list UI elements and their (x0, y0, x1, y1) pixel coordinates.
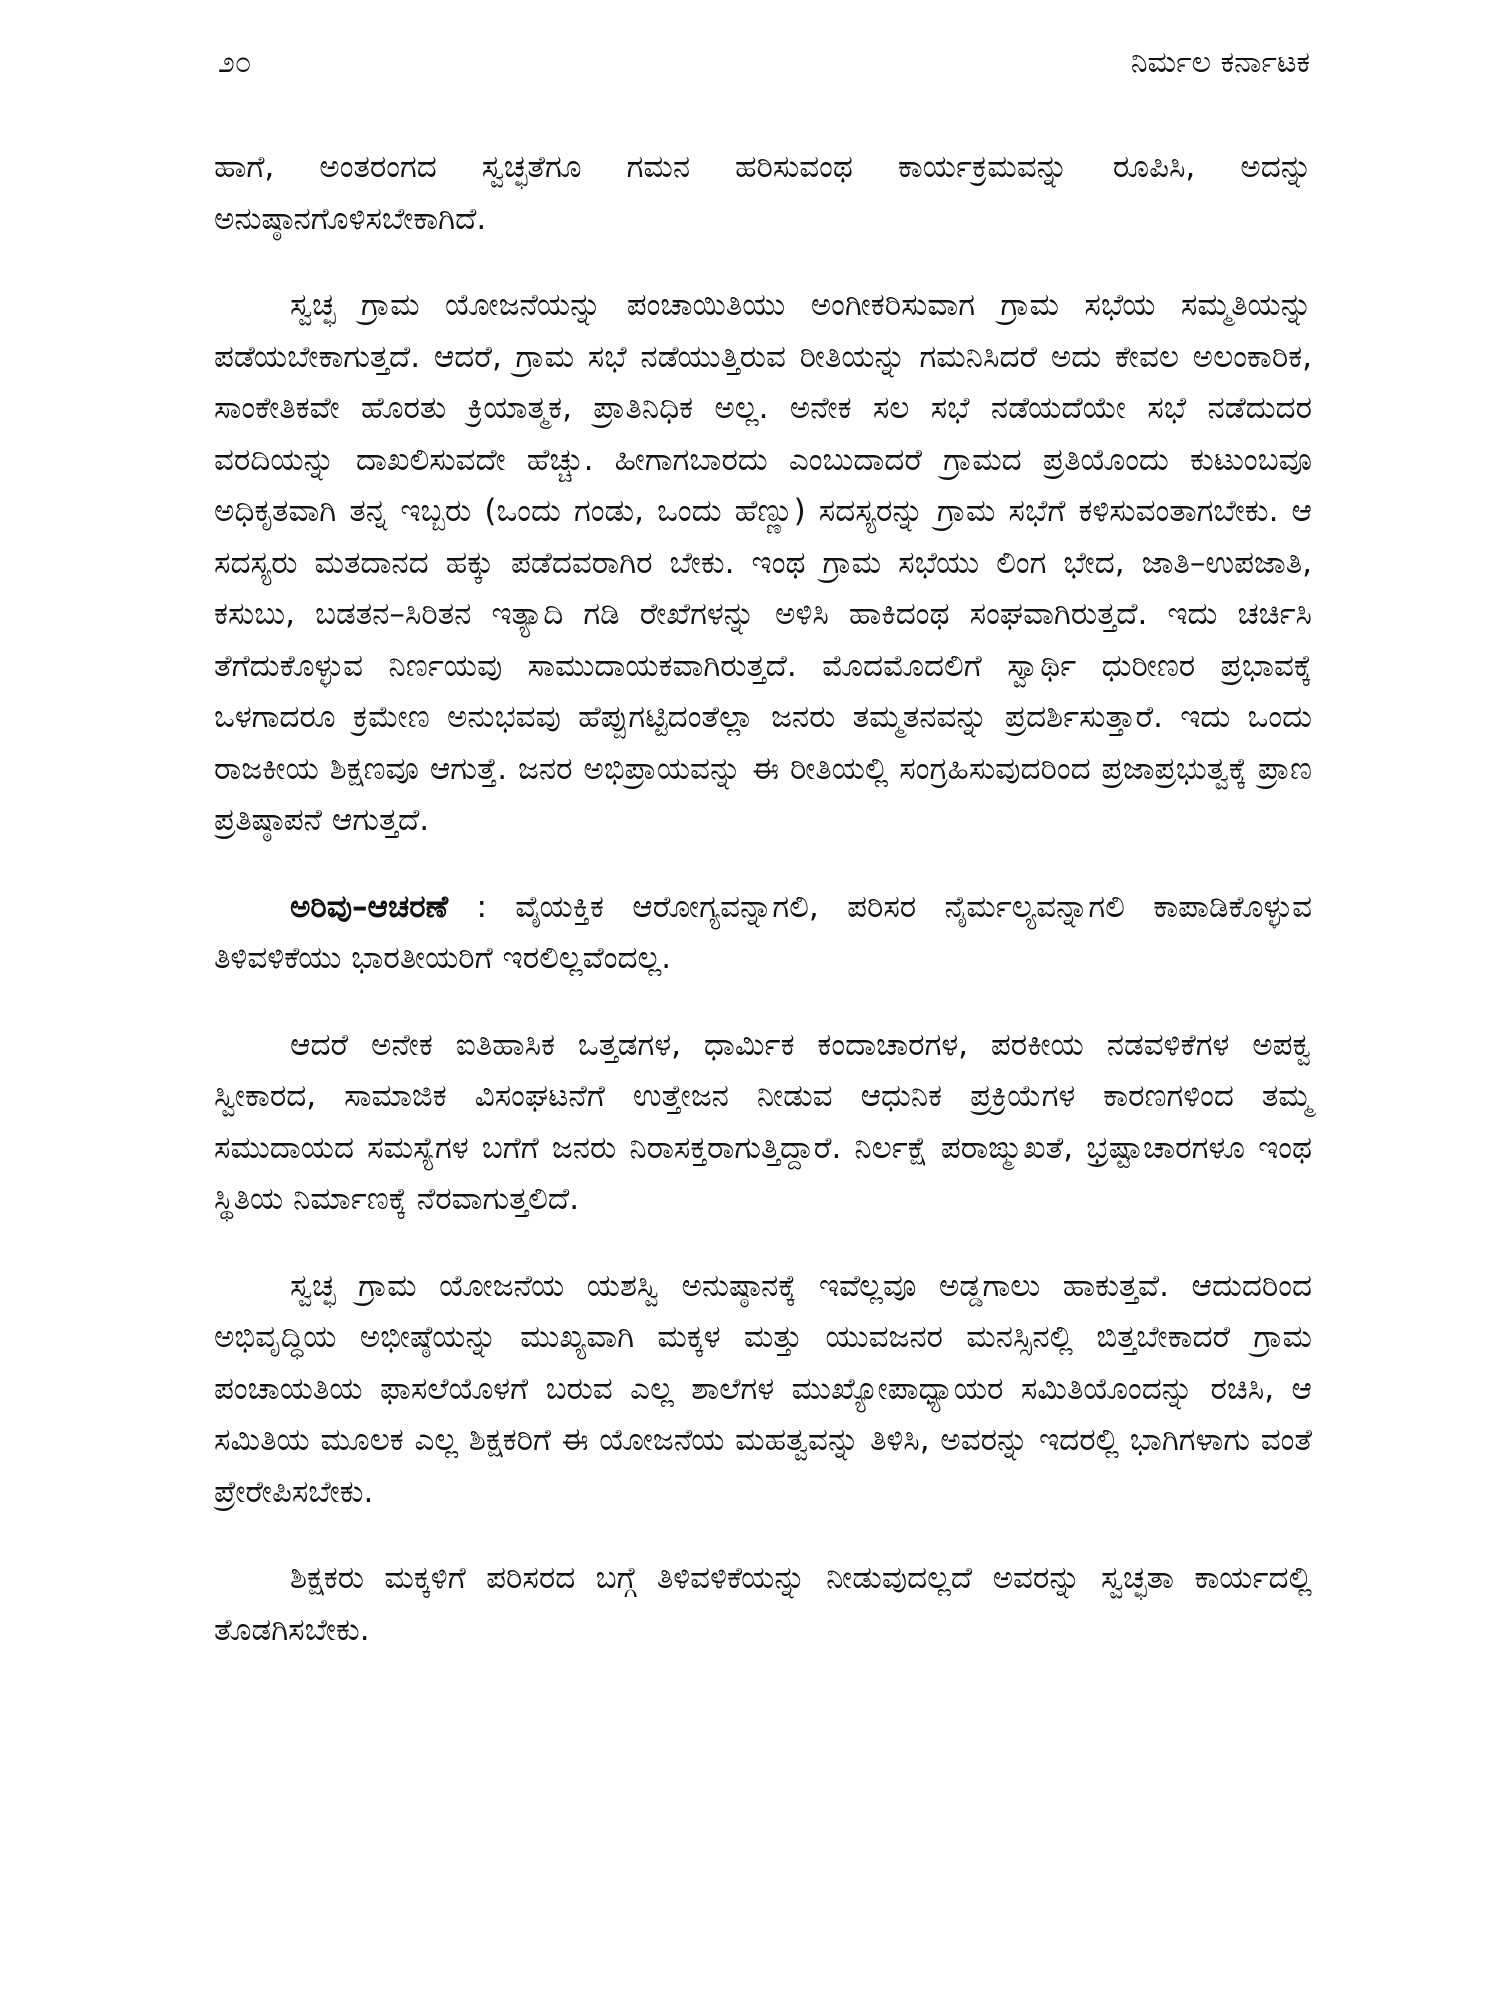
paragraph-teachers: ಶಿಕ್ಷಕರು ಮಕ್ಕಳಿಗೆ ಪರಿಸರದ ಬಗ್ಗೆ ತಿಳಿವಳಿಕೆಯನ್ನು ನೀಡುವುದಲ್ಲದೆ ಅವರನ್ನು ಸ್ವಚ್ಛತಾ ಕಾರ್ಯದಲ್ಲಿ ತೊಡಗಿಸಬೇಕು. (214, 1560, 1312, 1648)
paragraph-gram-sabha: ಸ್ವಚ್ಛ ಗ್ರಾಮ ಯೋಜನೆಯನ್ನು ಪಂಚಾಯಿತಿಯು ಅಂಗೀಕರಿಸುವಾಗ ಗ್ರಾಮ ಸಭೆಯ ಸಮ್ಮತಿಯನ್ನು ಪಡೆಯಬೇಕಾಗುತ್ತದೆ. ಆದರೆ, ಗ್ರಾಮ ಸಭೆ ನಡೆಯುತ್ತಿರುವ ರೀತಿಯನ್ನು ಗಮನಿಸಿದರೆ ಅದು ಕೇವಲ ಅಲಂಕಾರಿಕ, ಸಾಂಕೇತಿಕವೇ ಹೊರತು ಕ್ರಿಯಾತ್ಮಕ, ಪ್ರಾತಿನಿಧಿಕ ಅಲ್ಲ. ಅನೇಕ ಸಲ ಸಭೆ ನಡೆಯದೆಯೇ ಸಭೆ ನಡೆದುದರ ವರದಿಯನ್ನು ದಾಖಲಿಸುವದೇ ಹೆಚ್ಚು. ಹೀಗಾಗಬಾರದು ಎಂಬುದಾದರೆ ಗ್ರಾಮದ ಪ್ರತಿಯೊಂದು ಕುಟುಂಬವೂ ಅಧಿಕೃತವಾಗಿ ತನ್ನ ಇಬ್ಬರು (ಒಂದು ಗಂಡು, ಒಂದು ಹೆಣ್ಣು) ಸದಸ್ಯರನ್ನು ಗ್ರಾಮ ಸಭೆಗೆ ಕಳಿಸುವಂತಾಗಬೇಕು. ಆ ಸದಸ್ಯರು ಮತದಾನದ ಹಕ್ಕು ಪಡೆದವರಾಗಿರ ಬೇಕು. ಇಂಥ ಗ್ರಾಮ ಸಭೆಯು ಲಿಂಗ ಭೇದ, ಜಾತಿ–ಉಪಜಾತಿ, ಕಸುಬು, ಬಡತನ–ಸಿರಿತನ ಇತ್ಯಾದಿ ಗಡಿ ರೇಖೆಗಳನ್ನು ಅಳಿಸಿ ಹಾಕಿದಂಥ ಸಂಘವಾಗಿರುತ್ತದೆ. ಇದು ಚರ್ಚಿಸಿ ತೆಗೆದುಕೊಳ್ಳುವ ನಿರ್ಣಯವು ಸಾಮುದಾಯಕವಾಗಿರುತ್ತದೆ. ಮೊದಮೊದಲಿಗೆ ಸ್ವಾರ್ಥಿ ಧುರೀಣರ ಪ್ರಭಾವಕ್ಕೆ ಒಳಗಾದರೂ ಕ್ರಮೇಣ ಅನುಭವವು ಹೆಪ್ಪುಗಟ್ಟಿದಂತೆಲ್ಲಾ ಜನರು ತಮ್ಮತನವನ್ನು ಪ್ರದರ್ಶಿಸುತ್ತಾರೆ. ಇದು ಒಂದು ರಾಜಕೀಯ ಶಿಕ್ಷಣವೂ ಆಗುತ್ತೆ. ಜನರ ಅಭಿಪ್ರಾಯವನ್ನು ಈ ರೀತಿಯಲ್ಲಿ ಸಂಗ್ರಹಿಸುವುದರಿಂದ ಪ್ರಜಾಪ್ರಭುತ್ವಕ್ಕೆ ಪ್ರಾಣ ಪ್ರತಿಷ್ಠಾಪನೆ ಆಗುತ್ತದೆ. (214, 287, 1312, 838)
page-number: ೨೦ (218, 45, 252, 80)
section-awareness-practice (214, 882, 1312, 985)
section-text: ವೈಯಕ್ತಿಕ ಆರೋಗ್ಯವನ್ನಾಗಲಿ, ಪರಿಸರ ನೈರ್ಮಲ್ಯವನ್ನಾಗಲಿ ಕಾಪಾಡಿಕೊಳ್ಳುವ ತಿಳಿವಳಿಕೆಯು ಭಾರತೀಯರಿಗೆ ಇರಲಿಲ್ಲವೆಂದಲ್ಲ. (214, 888, 1312, 976)
section-separator: : (448, 888, 516, 925)
running-title: ನಿರ್ಮಲ ಕರ್ನಾಟಕ (1130, 45, 1310, 80)
paragraph-school-committee: ಸ್ವಚ್ಛ ಗ್ರಾಮ ಯೋಜನೆಯ ಯಶಸ್ವಿ ಅನುಷ್ಠಾನಕ್ಕೆ ಇವೆಲ್ಲವೂ ಅಡ್ಡಗಾಲು ಹಾಕುತ್ತವೆ. ಆದುದರಿಂದ ಅಭಿವೃದ್ಧಿಯ ಅಭೀಷ್ಠೆಯನ್ನು ಮುಖ್ಯವಾಗಿ ಮಕ್ಕಳ ಮತ್ತು ಯುವಜನರ ಮನಸ್ಸಿನಲ್ಲಿ ಬಿತ್ತಬೇಕಾದರೆ ಗ್ರಾಮ ಪಂಚಾಯತಿಯ ಫಾಸಲೆಯೊಳಗೆ ಬರುವ ಎಲ್ಲ ಶಾಲೆಗಳ ಮುಖ್ಯೋಪಾಧ್ಯಾಯರ ಸಮಿತಿಯೊಂದನ್ನು ರಚಿಸಿ, ಆ ಸಮಿತಿಯ ಮೂಲಕ ಎಲ್ಲ ಶಿಕ್ಷಕರಿಗೆ ಈ ಯೋಜನೆಯ ಮಹತ್ವವನ್ನು ತಿಳಿಸಿ, ಅವರನ್ನು ಇದರಲ್ಲಿ ಭಾಗಿಗಳಾಗು ವಂತೆ ಪ್ರೇರೇಪಿಸಬೇಕು. (214, 1267, 1312, 1510)
section-term: ಅರಿವು–ಆಚರಣೆ (290, 888, 449, 925)
paragraph-historical-pressures: ಆದರೆ ಅನೇಕ ಐತಿಹಾಸಿಕ ಒತ್ತಡಗಳ, ಧಾರ್ಮಿಕ ಕಂದಾಚಾರಗಳ, ಪರಕೀಯ ನಡವಳಿಕೆಗಳ ಅಪಕ್ವ ಸ್ವೀಕಾರದ, ಸಾಮಾಜಿಕ ವಿಸಂಘಟನೆಗೆ ಉತ್ತೇಜನ ನೀಡುವ ಆಧುನಿಕ ಪ್ರಕ್ರಿಯೆಗಳ ಕಾರಣಗಳಿಂದ ತಮ್ಮ ಸಮುದಾಯದ ಸಮಸ್ಯೆಗಳ ಬಗೆಗೆ ಜನರು ನಿರಾಸಕ್ತರಾಗುತ್ತಿದ್ದಾರೆ. ನಿರ್ಲಕ್ಷೆ ಪರಾಙ್ಮುಖತೆ, ಭ್ರಷ್ಟಾಚಾರಗಳೂ ಇಂಥ ಸ್ಥಿತಿಯ ನಿರ್ಮಾಣಕ್ಕೆ ನೆರವಾಗುತ್ತಲಿದೆ. (214, 1026, 1312, 1217)
paragraph-continuation: ಹಾಗೆ, ಅಂತರಂಗದ ಸ್ವಚ್ಛತೆಗೂ ಗಮನ ಹರಿಸುವಂಥ ಕಾರ್ಯಕ್ರಮವನ್ನು ರೂಪಿಸಿ, ಅದನ್ನು ಅನುಷ್ಠಾನಗೊಳಿಸಬೇಕಾಗಿದೆ. (214, 149, 1312, 237)
page-header (218, 38, 1310, 88)
body-text (214, 142, 1312, 1656)
